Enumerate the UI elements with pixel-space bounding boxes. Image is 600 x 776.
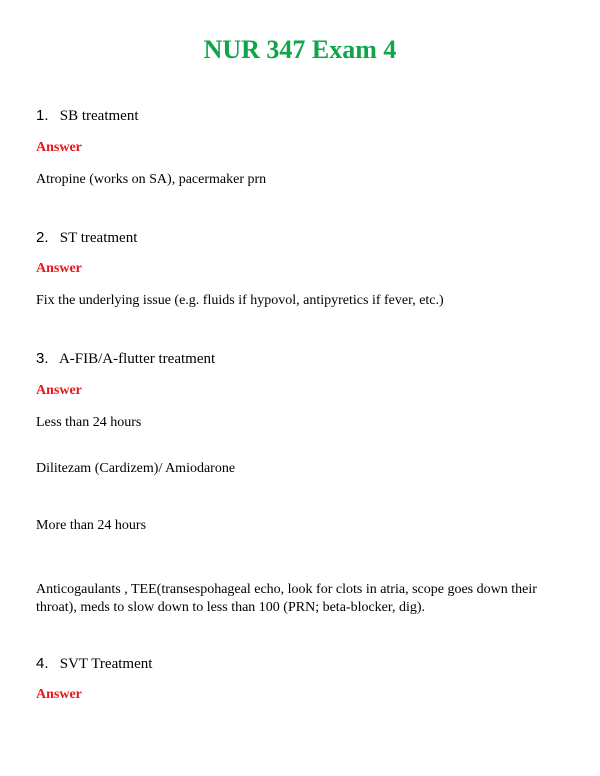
question-prompt: SVT Treatment xyxy=(59,656,153,672)
question-2 xyxy=(36,228,137,248)
question-prompt: A-FIB/A-flutter treatment xyxy=(58,351,216,367)
question-number: 3. xyxy=(36,350,49,367)
question-number: 2. xyxy=(36,229,49,246)
answer-label: Answer xyxy=(36,261,82,276)
question-3 xyxy=(36,349,215,369)
answer-label: Answer xyxy=(36,687,82,702)
answer-text: throat), meds to slow down to less than 100 (PRN; beta-blocker, dig). xyxy=(36,600,426,615)
answer-text: Fix the underlying issue (e.g. fluids if hypovol, antipyretics if fever, etc.) xyxy=(36,293,444,308)
answer-text: Dilitezam (Cardizem)/ Amiodarone xyxy=(36,461,236,476)
question-number: 4. xyxy=(36,655,49,672)
answer-text: More than 24 hours xyxy=(36,518,147,533)
answer-label: Answer xyxy=(36,140,82,155)
question-prompt: SB treatment xyxy=(59,108,139,124)
answer-text: Anticogaulants , TEE(transespohageal echo, look for clots in atria, scope goes down their xyxy=(36,582,537,597)
answer-text: Less than 24 hours xyxy=(36,415,142,430)
question-prompt: ST treatment xyxy=(59,230,138,246)
question-1 xyxy=(36,106,139,126)
page-title: NUR 347 Exam 4 xyxy=(203,35,397,64)
answer-label: Answer xyxy=(36,383,82,398)
question-4 xyxy=(36,654,152,674)
answer-text: Atropine (works on SA), pacermaker prn xyxy=(36,172,267,187)
question-number: 1. xyxy=(36,107,49,124)
